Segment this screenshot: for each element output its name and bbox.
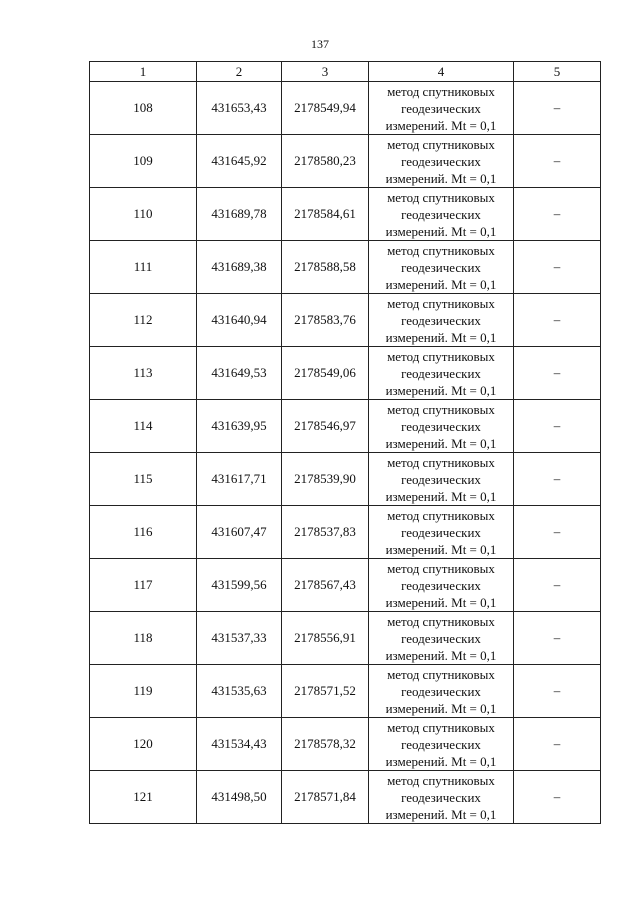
point-number-cell: 114	[90, 400, 197, 453]
table-row	[90, 135, 601, 188]
method-line-3: измерений. Mt = 0,1	[385, 276, 497, 292]
y-coordinate-cell: 2178546,97	[282, 400, 369, 453]
method-line-3: измерений. Mt = 0,1	[385, 806, 497, 822]
table-row	[90, 188, 601, 241]
method-line-1: метод спутниковых	[387, 295, 495, 311]
method-line-3: измерений. Mt = 0,1	[385, 541, 497, 557]
y-coordinate-cell: 2178556,91	[282, 612, 369, 665]
method-line-3: измерений. Mt = 0,1	[385, 647, 497, 663]
method-line-1: метод спутниковых	[387, 401, 495, 417]
method-line-2: геодезических	[401, 100, 481, 116]
point-number-cell: 119	[90, 665, 197, 718]
point-number-cell: 118	[90, 612, 197, 665]
note-cell: –	[514, 771, 601, 824]
header-col-2: 2	[197, 62, 282, 82]
header-col-3: 3	[282, 62, 369, 82]
method-cell	[369, 718, 514, 771]
note-cell: –	[514, 82, 601, 135]
page-number: 137	[311, 37, 329, 51]
method-cell	[369, 347, 514, 400]
method-line-1: метод спутниковых	[387, 242, 495, 258]
y-coordinate-cell: 2178588,58	[282, 241, 369, 294]
method-line-2: геодезических	[401, 418, 481, 434]
x-coordinate-cell: 431689,38	[197, 241, 282, 294]
note-cell: –	[514, 612, 601, 665]
method-line-2: геодезических	[401, 471, 481, 487]
method-line-1: метод спутниковых	[387, 348, 495, 364]
method-cell	[369, 400, 514, 453]
method-line-3: измерений. Mt = 0,1	[385, 488, 497, 504]
x-coordinate-cell: 431537,33	[197, 612, 282, 665]
table-row	[90, 718, 601, 771]
table-row	[90, 453, 601, 506]
method-line-1: метод спутниковых	[387, 560, 495, 576]
method-cell	[369, 559, 514, 612]
method-line-3: измерений. Mt = 0,1	[385, 329, 497, 345]
method-cell	[369, 241, 514, 294]
x-coordinate-cell: 431649,53	[197, 347, 282, 400]
method-line-2: геодезических	[401, 365, 481, 381]
y-coordinate-cell: 2178539,90	[282, 453, 369, 506]
method-cell	[369, 294, 514, 347]
note-cell: –	[514, 665, 601, 718]
note-cell: –	[514, 718, 601, 771]
point-number-cell: 120	[90, 718, 197, 771]
point-number-cell: 116	[90, 506, 197, 559]
method-cell	[369, 135, 514, 188]
table-row	[90, 559, 601, 612]
x-coordinate-cell: 431617,71	[197, 453, 282, 506]
method-line-2: геодезических	[401, 683, 481, 699]
y-coordinate-cell: 2178583,76	[282, 294, 369, 347]
table-row	[90, 506, 601, 559]
point-number-cell: 112	[90, 294, 197, 347]
y-coordinate-cell: 2178571,84	[282, 771, 369, 824]
method-line-1: метод спутниковых	[387, 454, 495, 470]
y-coordinate-cell: 2178567,43	[282, 559, 369, 612]
table-row	[90, 82, 601, 135]
header-col-5: 5	[514, 62, 601, 82]
x-coordinate-cell: 431689,78	[197, 188, 282, 241]
y-coordinate-cell: 2178584,61	[282, 188, 369, 241]
table-row	[90, 612, 601, 665]
x-coordinate-cell: 431645,92	[197, 135, 282, 188]
note-cell: –	[514, 559, 601, 612]
table-row	[90, 347, 601, 400]
x-coordinate-cell: 431639,95	[197, 400, 282, 453]
method-cell	[369, 612, 514, 665]
method-line-1: метод спутниковых	[387, 507, 495, 523]
point-number-cell: 115	[90, 453, 197, 506]
method-line-1: метод спутниковых	[387, 719, 495, 735]
point-number-cell: 109	[90, 135, 197, 188]
point-number-cell: 117	[90, 559, 197, 612]
note-cell: –	[514, 135, 601, 188]
table-row	[90, 294, 601, 347]
method-line-2: геодезических	[401, 153, 481, 169]
table-row	[90, 771, 601, 824]
note-cell: –	[514, 294, 601, 347]
table-row	[90, 400, 601, 453]
header-row	[90, 62, 601, 82]
table-header	[90, 62, 601, 82]
x-coordinate-cell: 431653,43	[197, 82, 282, 135]
table-body	[90, 82, 601, 824]
point-number-cell: 110	[90, 188, 197, 241]
note-cell: –	[514, 453, 601, 506]
table-row	[90, 241, 601, 294]
x-coordinate-cell: 431534,43	[197, 718, 282, 771]
method-line-3: измерений. Mt = 0,1	[385, 223, 497, 239]
method-line-1: метод спутниковых	[387, 189, 495, 205]
x-coordinate-cell: 431599,56	[197, 559, 282, 612]
x-coordinate-cell: 431535,63	[197, 665, 282, 718]
method-cell	[369, 453, 514, 506]
y-coordinate-cell: 2178549,06	[282, 347, 369, 400]
method-cell	[369, 506, 514, 559]
method-line-3: измерений. Mt = 0,1	[385, 700, 497, 716]
method-line-3: измерений. Mt = 0,1	[385, 753, 497, 769]
y-coordinate-cell: 2178580,23	[282, 135, 369, 188]
y-coordinate-cell: 2178537,83	[282, 506, 369, 559]
method-cell	[369, 771, 514, 824]
method-line-3: измерений. Mt = 0,1	[385, 594, 497, 610]
method-line-2: геодезических	[401, 577, 481, 593]
method-line-3: измерений. Mt = 0,1	[385, 435, 497, 451]
coordinates-table	[89, 61, 601, 824]
method-line-2: геодезических	[401, 630, 481, 646]
method-line-1: метод спутниковых	[387, 666, 495, 682]
point-number-cell: 113	[90, 347, 197, 400]
method-line-3: измерений. Mt = 0,1	[385, 117, 497, 133]
x-coordinate-cell: 431607,47	[197, 506, 282, 559]
method-line-2: геодезических	[401, 736, 481, 752]
method-line-1: метод спутниковых	[387, 772, 495, 788]
method-line-3: измерений. Mt = 0,1	[385, 382, 497, 398]
method-line-3: измерений. Mt = 0,1	[385, 170, 497, 186]
method-line-1: метод спутниковых	[387, 83, 495, 99]
x-coordinate-cell: 431498,50	[197, 771, 282, 824]
table-row	[90, 665, 601, 718]
x-coordinate-cell: 431640,94	[197, 294, 282, 347]
method-line-1: метод спутниковых	[387, 136, 495, 152]
note-cell: –	[514, 347, 601, 400]
method-cell	[369, 665, 514, 718]
y-coordinate-cell: 2178549,94	[282, 82, 369, 135]
note-cell: –	[514, 400, 601, 453]
method-line-2: геодезических	[401, 259, 481, 275]
header-col-4: 4	[369, 62, 514, 82]
method-line-1: метод спутниковых	[387, 613, 495, 629]
method-line-2: геодезических	[401, 524, 481, 540]
method-line-2: геодезических	[401, 789, 481, 805]
point-number-cell: 108	[90, 82, 197, 135]
point-number-cell: 111	[90, 241, 197, 294]
point-number-cell: 121	[90, 771, 197, 824]
header-col-1: 1	[90, 62, 197, 82]
note-cell: –	[514, 188, 601, 241]
note-cell: –	[514, 241, 601, 294]
method-cell	[369, 188, 514, 241]
y-coordinate-cell: 2178578,32	[282, 718, 369, 771]
note-cell: –	[514, 506, 601, 559]
method-line-2: геодезических	[401, 206, 481, 222]
method-line-2: геодезических	[401, 312, 481, 328]
method-cell	[369, 82, 514, 135]
y-coordinate-cell: 2178571,52	[282, 665, 369, 718]
